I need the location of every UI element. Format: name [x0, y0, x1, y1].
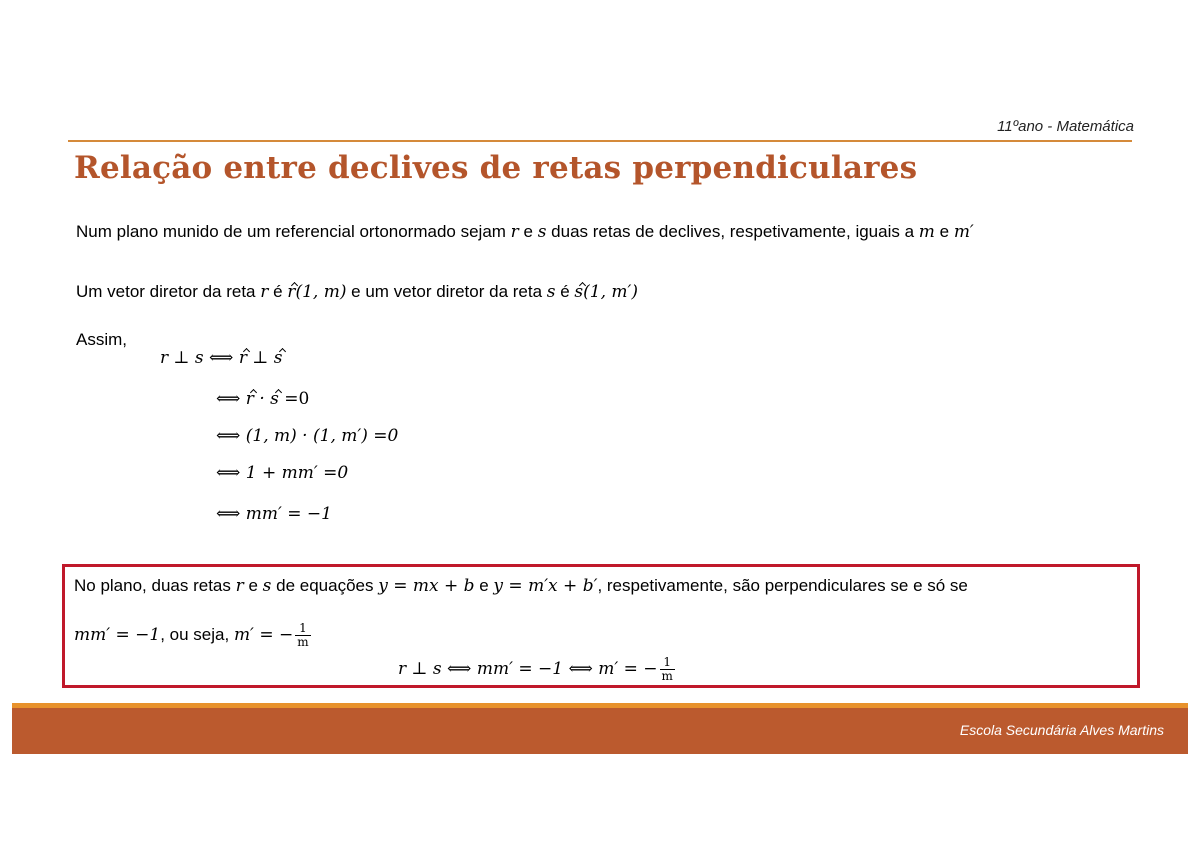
conj: e [243, 576, 263, 595]
vector-r: r [287, 282, 296, 302]
fraction-denominator: m [297, 635, 309, 649]
step-3: ⟺ (1, m) · (1, m′) =0 [216, 426, 399, 446]
perp-symbol: ⊥ [246, 348, 274, 368]
step-5: ⟺ mm′ = −1 [216, 504, 332, 524]
conj: e [934, 222, 954, 241]
school-name: Escola Secundária Alves Martins [959, 722, 1164, 738]
assim-label: Assim, [76, 330, 127, 349]
var-r: r [235, 576, 244, 596]
var-m-prime: m′ [953, 222, 974, 242]
intro-paragraph [76, 222, 974, 242]
conj: e [518, 222, 538, 241]
equation-s: y = m′x + b′ [493, 576, 598, 596]
verb: é [268, 282, 288, 301]
var-s: s [537, 222, 547, 242]
conclusion-text-4: , ou seja, [160, 624, 234, 644]
condition-m-prime: m′ = − [233, 624, 294, 645]
footer-bar [12, 708, 1188, 754]
fraction-numerator: 1 [660, 656, 675, 670]
var-r: r [510, 222, 519, 242]
equals-zero: =0 [278, 389, 310, 409]
var-s: s [546, 282, 556, 302]
conclusion-text-3: , respetivamente, são perpendiculares se e só se [597, 576, 968, 595]
vector-text-2: e um vetor diretor da reta [346, 282, 547, 301]
vector-r-coords: (1, m) [295, 282, 347, 302]
fraction-denominator: m [661, 669, 673, 683]
equation-r: y = mx + b [378, 576, 475, 596]
step-4: ⟺ 1 + mm′ =0 [216, 463, 349, 483]
conclusion-line-3 [398, 656, 675, 683]
summary-equivalence: r ⊥ s ⟺ mm′ = −1 ⟺ m′ = − [398, 658, 658, 679]
step-1-lhs: r ⊥ s ⟺ [160, 348, 239, 368]
var-m: m [918, 222, 935, 242]
fraction-numerator: 1 [295, 622, 310, 636]
page-title: Relação entre declives de retas perpendiculares [74, 150, 918, 186]
dot-symbol: · [253, 389, 271, 409]
vector-s-coords: (1, m′) [583, 282, 639, 302]
vector-text: Um vetor diretor da reta [76, 282, 261, 301]
vector-r: r [238, 348, 247, 368]
fraction-one-over-m [660, 656, 675, 683]
var-s: s [262, 576, 272, 596]
vector-s: s [270, 389, 279, 409]
conclusion-line-1 [74, 576, 968, 596]
intro-text-2: duas retas de declives, respetivamente, iguais a [546, 222, 919, 241]
vector-r: r [245, 389, 254, 409]
step-2 [216, 389, 309, 409]
vector-s: s [574, 282, 584, 302]
var-r: r [260, 282, 269, 302]
vector-paragraph [76, 282, 638, 302]
conclusion-text-2: de equações [271, 576, 379, 595]
step-1 [160, 348, 283, 368]
conj: e [474, 576, 494, 595]
conclusion-line-2 [74, 622, 311, 649]
fraction-one-over-m [295, 622, 310, 649]
course-label: 11ºano - Matemática [997, 118, 1134, 135]
iff-symbol: ⟺ [216, 389, 246, 409]
verb: é [555, 282, 575, 301]
header-rule [68, 140, 1132, 142]
intro-text: Num plano munido de um referencial ortonormado sejam [76, 222, 511, 241]
conclusion-text: No plano, duas retas [74, 576, 236, 595]
condition-mm: mm′ = −1 [74, 624, 161, 645]
vector-s: s [273, 348, 283, 368]
